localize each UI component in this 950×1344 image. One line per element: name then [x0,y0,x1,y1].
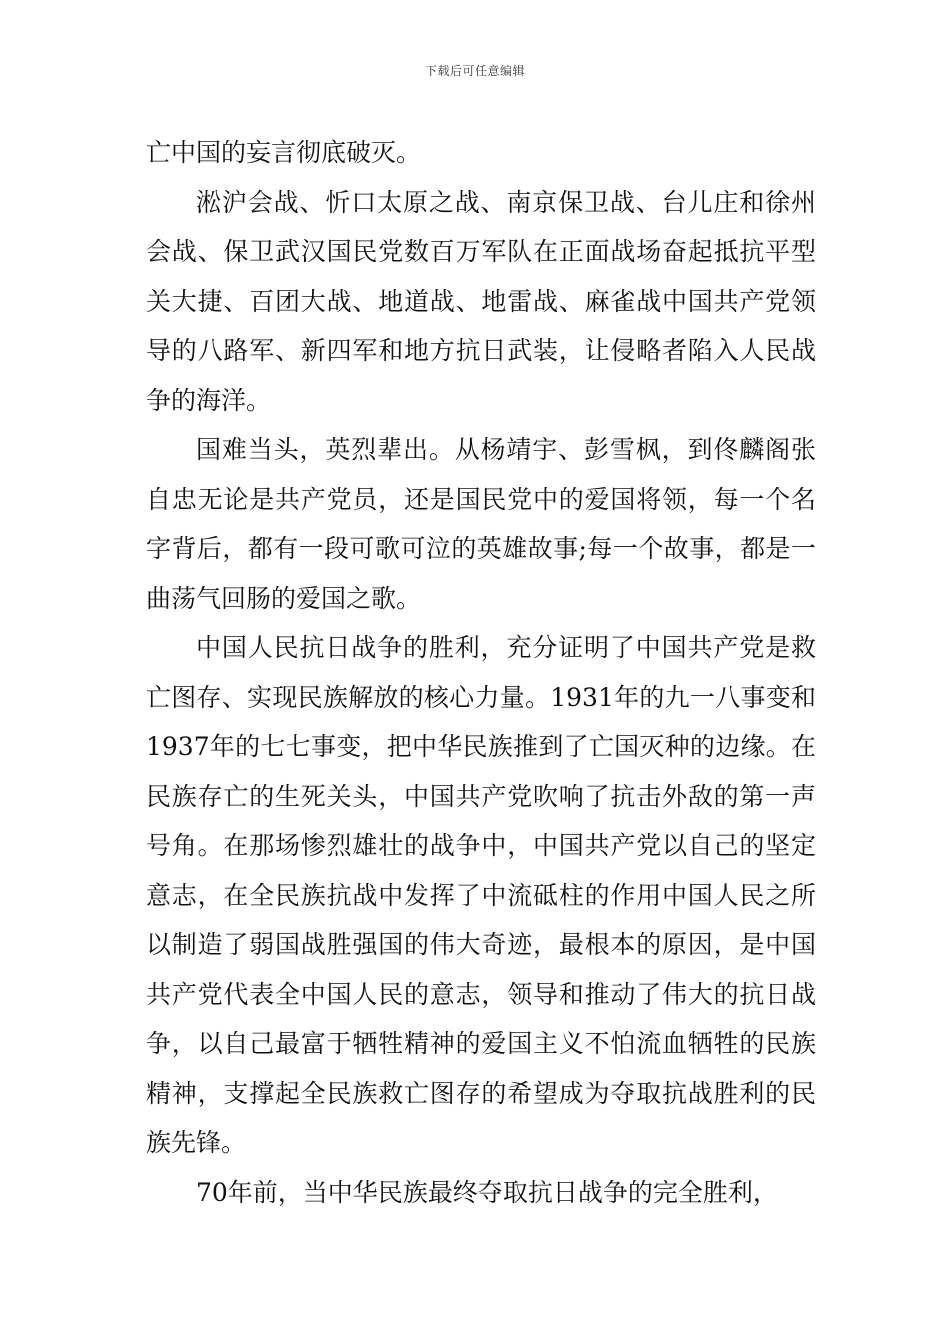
paragraph-seventy-years: 70年前，当中华民族最终夺取抗日战争的完全胜利， [196,1177,778,1207]
paragraph-continuation: 亡中国的妄言彻底破灭。 [146,138,422,167]
page-header-note: 下载后可任意编辑 [424,64,525,78]
paragraph-heroes: 国难当头，英烈辈出。从杨靖宇、彭雪枫，到佟麟阁张自忠无论是共产党员，还是国民党中的爱国将领，每一个名字背后，都有一段可歌可泣的英雄故事;每一个故事，都是一曲荡气回肠的爱国之歌。 [146,435,816,613]
document-body [146,128,816,1217]
paragraph-party-role: 中国人民抗日战争的胜利，充分证明了中国共产党是救亡图存、实现民族解放的核心力量。1931年的九一八事变和1937年的七七事变，把中华民族推到了亡国灭种的边缘。在民族存亡的生死关头，中国共产党吹响了抗击外敌的第一声号角。在那场惨烈雄壮的战争中，中国共产党以自己的坚定意志，在全民族抗战中发挥了中流砥柱的作用中国人民之所以制造了弱国战胜强国的伟大奇迹，最根本的原因，是中国共产党代表全中国人民的意志，领导和推动了伟大的抗日战争，以自己最富于牺牲精神的爱国主义不怕流血牺牲的民族精神，支撑起全民族救亡图存的希望成为夺取抗战胜利的民族先锋。 [146,633,816,1157]
paragraph-battles: 淞沪会战、忻口太原之战、南京保卫战、台儿庄和徐州会战、保卫武汉国民党数百万军队在正面战场奋起抵抗平型关大捷、百团大战、地道战、地雷战、麻雀战中国共产党领导的八路军、新四军和地方抗日武装，让侵略者陷入人民战争的海洋。 [146,187,816,415]
